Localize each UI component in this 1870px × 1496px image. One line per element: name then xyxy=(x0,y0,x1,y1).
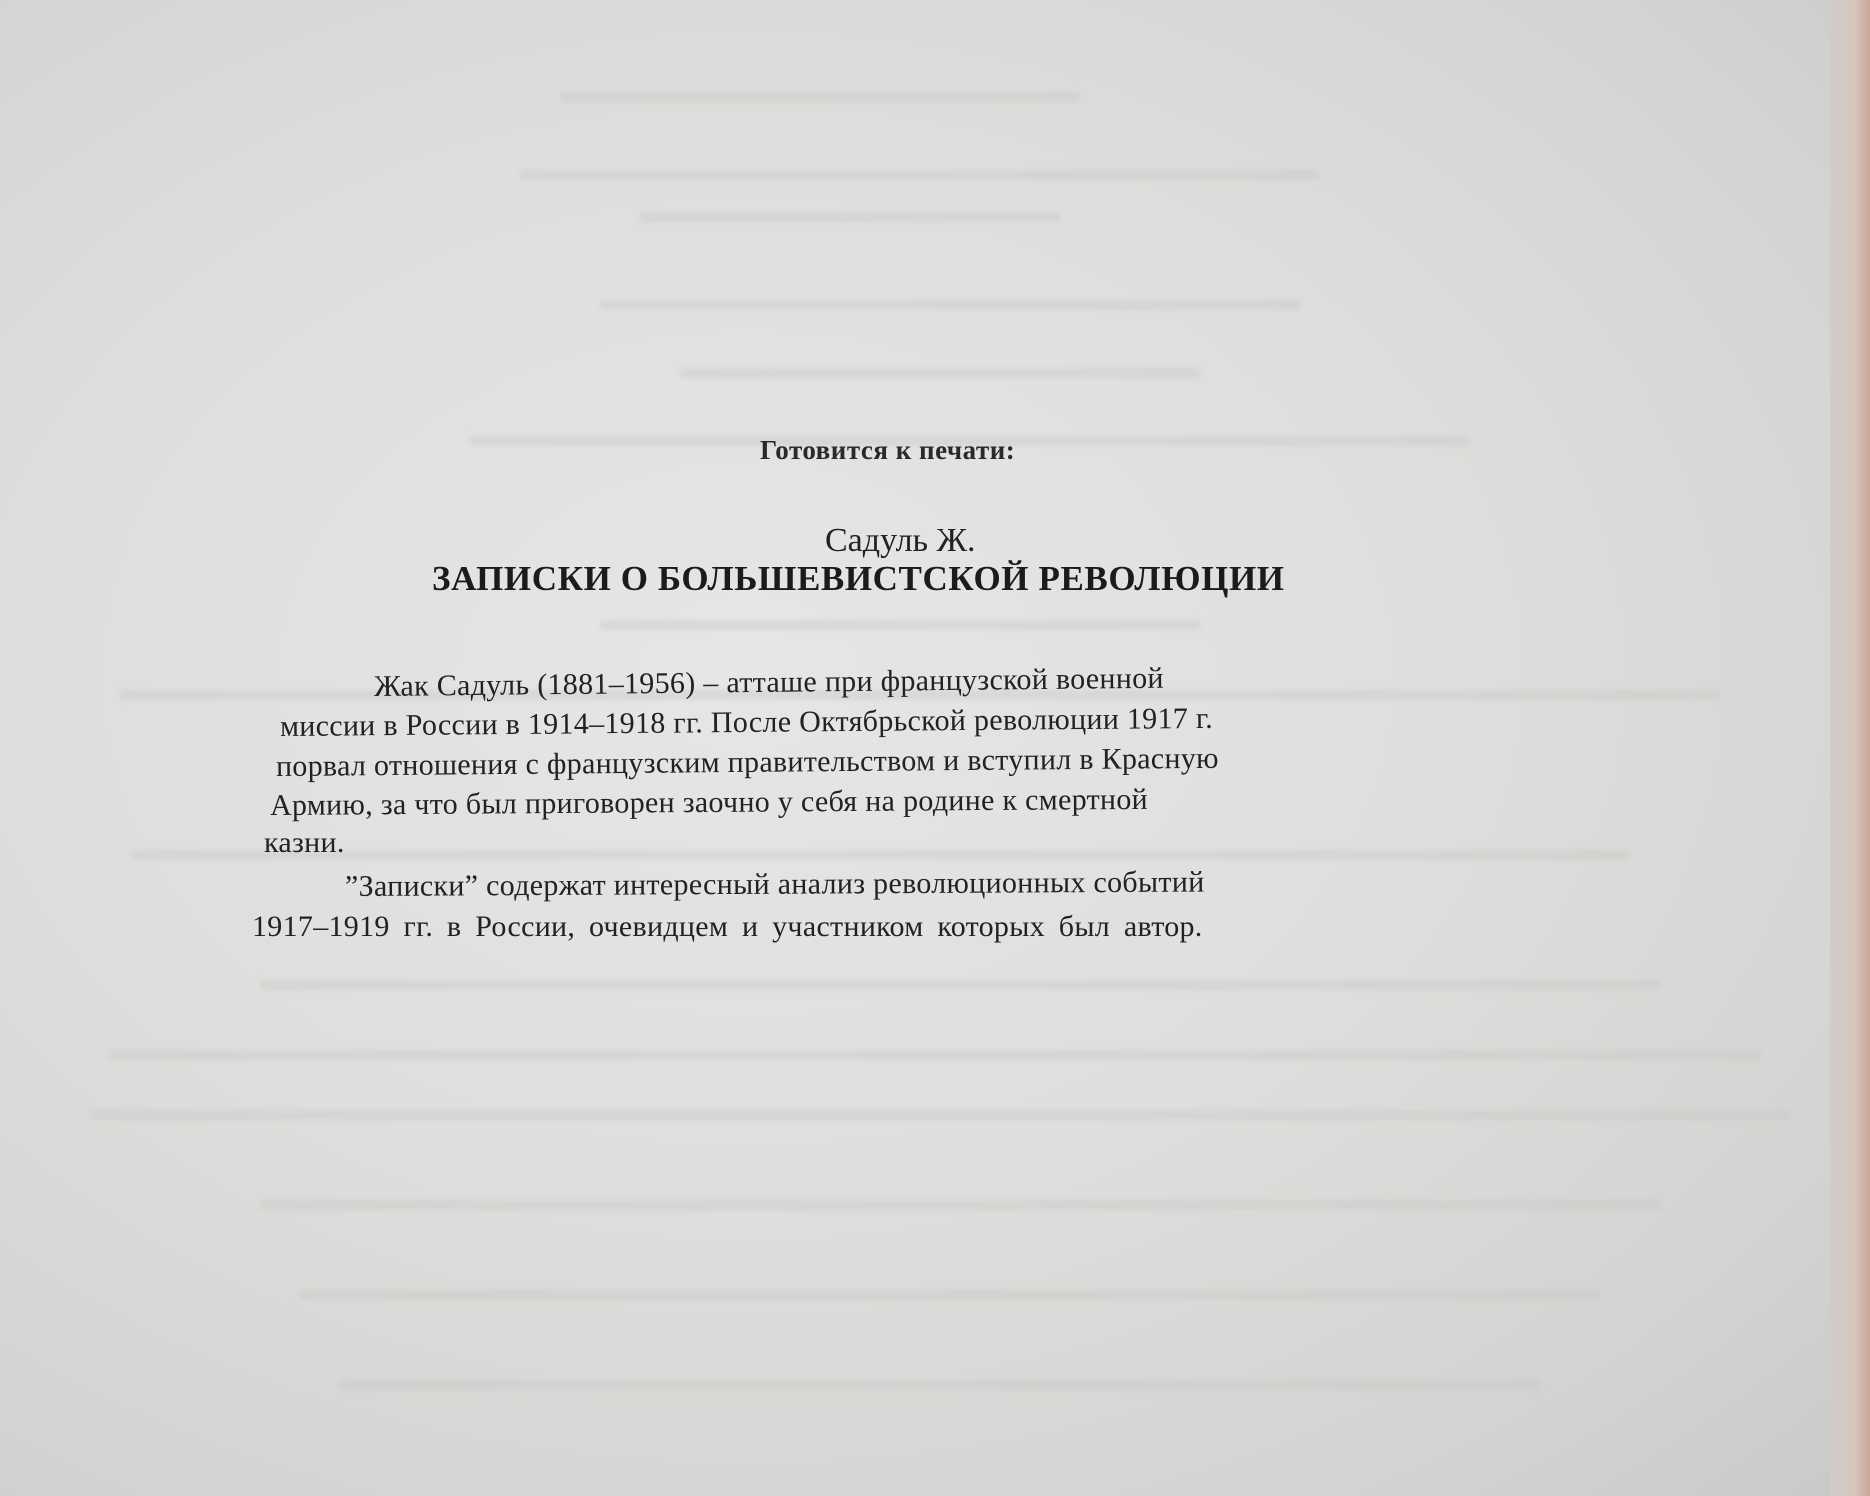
show-through-mark xyxy=(130,850,1630,860)
show-through-mark xyxy=(680,368,1200,378)
show-through-mark xyxy=(110,1050,1760,1060)
show-through-mark xyxy=(640,212,1060,222)
show-through-mark xyxy=(260,1200,1660,1210)
description-line: ”Записки” содержат интересный анализ революционных событий xyxy=(344,865,1205,903)
forthcoming-heading: Готовится к печати: xyxy=(760,435,1016,465)
description-line: 1917–1919 гг. в России, очевидцем и участником которых был автор. xyxy=(252,910,1203,943)
show-through-mark xyxy=(260,980,1660,990)
book-title: ЗАПИСКИ О БОЛЬШЕВИСТСКОЙ РЕВОЛЮЦИИ xyxy=(432,559,1285,598)
description-line: порвал отношения с французским правительством и вступил в Красную xyxy=(275,741,1219,783)
show-through-mark xyxy=(600,620,1200,630)
book-author: Садуль Ж. xyxy=(825,522,976,559)
show-through-mark xyxy=(300,1290,1600,1300)
show-through-mark xyxy=(520,170,1320,180)
description-line: Жак Садуль (1881–1956) – атташе при французской военной xyxy=(373,661,1164,703)
show-through-mark xyxy=(600,300,1300,310)
page-edge xyxy=(1830,0,1870,1496)
show-through-mark xyxy=(560,92,1080,102)
description-line: казни. xyxy=(264,826,345,859)
show-through-mark xyxy=(340,1380,1540,1390)
show-through-mark xyxy=(90,1110,1790,1120)
description-line: Армию, за что был приговорен заочно у себя на родине к смертной xyxy=(269,782,1149,822)
description-line: миссии в России в 1914–1918 гг. После Октябрьской революции 1917 г. xyxy=(279,701,1214,743)
